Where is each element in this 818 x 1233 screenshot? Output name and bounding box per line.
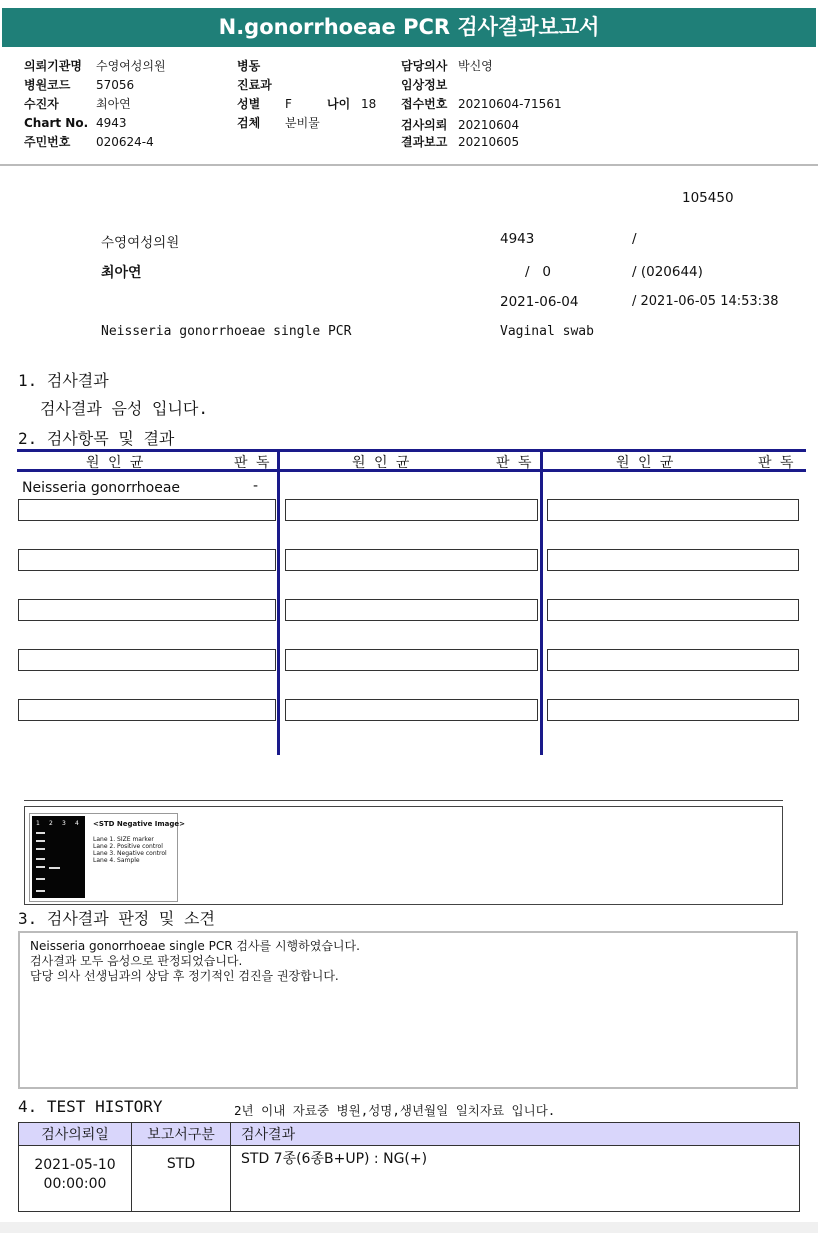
table-col-divider bbox=[277, 449, 280, 755]
section1-result-text: 검사결과 음성 입니다. bbox=[40, 399, 209, 418]
header-doctor bbox=[401, 57, 493, 74]
header-label: 병동 bbox=[237, 59, 261, 73]
history-col-type: 보고서구분 bbox=[132, 1123, 231, 1146]
lane-label: 3 bbox=[62, 820, 66, 827]
history-col-result: 검사결과 bbox=[231, 1123, 800, 1146]
gel-electrophoresis-image bbox=[29, 813, 186, 902]
header-ward bbox=[237, 57, 285, 74]
history-date: 2021-05-10 bbox=[34, 1157, 116, 1173]
header-label: 검사의뢰 bbox=[401, 118, 448, 132]
history-row bbox=[19, 1146, 800, 1212]
pathogen-result: - bbox=[253, 478, 259, 494]
pathogen-name: Neisseria gonorrhoeae bbox=[22, 480, 181, 496]
empty-result-cell bbox=[547, 549, 799, 571]
history-col-date: 검사의뢰일 bbox=[19, 1123, 132, 1146]
empty-result-cell bbox=[18, 599, 276, 621]
header-report-date bbox=[401, 133, 519, 150]
report-title: N.gonorrhoeae PCR 검사결과보고서 bbox=[2, 8, 816, 47]
info-age-field: / 0 bbox=[525, 264, 552, 280]
header-value: 4943 bbox=[96, 116, 127, 130]
info-test-name: Neisseria gonorrhoeae single PCR bbox=[101, 324, 352, 339]
section2-title: 2. 검사항목 및 결과 bbox=[18, 429, 175, 448]
section4-title: 4. TEST HISTORY bbox=[18, 1097, 163, 1116]
history-result: STD 7종(6종B+UP) : NG(+) bbox=[231, 1146, 800, 1212]
col-header-judgement: 판 독 bbox=[234, 455, 270, 471]
col-header-pathogen: 원 인 균 bbox=[86, 455, 144, 471]
header-request-date bbox=[401, 116, 519, 133]
gel-top-line bbox=[24, 800, 783, 801]
header-patient bbox=[24, 95, 131, 112]
header-receipt-no bbox=[401, 95, 562, 112]
findings-box bbox=[18, 931, 798, 1089]
marker-band bbox=[36, 848, 45, 850]
positive-control-band bbox=[49, 867, 60, 869]
history-type: STD bbox=[132, 1146, 231, 1212]
empty-result-cell bbox=[18, 699, 276, 721]
info-hospital: 수영여성의원 bbox=[101, 235, 180, 251]
empty-result-cell bbox=[18, 649, 276, 671]
section1-title: 1. 검사결과 bbox=[18, 371, 109, 390]
header-sex bbox=[237, 95, 292, 112]
empty-result-cell bbox=[18, 549, 276, 571]
header-label: 주민번호 bbox=[24, 135, 71, 149]
col-header-judgement: 판 독 bbox=[758, 455, 794, 471]
history-table bbox=[18, 1122, 800, 1212]
header-specimen bbox=[237, 114, 320, 131]
empty-result-cell bbox=[285, 649, 538, 671]
info-chart-no: 4943 bbox=[500, 231, 535, 247]
lane-label: 2 bbox=[49, 820, 53, 827]
header-value: 57056 bbox=[96, 78, 135, 92]
empty-result-cell bbox=[285, 549, 538, 571]
info-specimen: Vaginal swab bbox=[500, 324, 594, 339]
info-slash: / bbox=[632, 231, 637, 247]
header-value: 수영여성의원 bbox=[96, 59, 166, 73]
header-label: 수진자 bbox=[24, 97, 59, 111]
marker-band bbox=[36, 840, 45, 842]
lane-label: 1 bbox=[36, 820, 40, 827]
header-hospital-name bbox=[24, 57, 166, 74]
empty-result-cell bbox=[18, 499, 276, 521]
gel-legend-item: Lane 4. Sample bbox=[93, 857, 140, 864]
header-label: 나이 bbox=[327, 97, 351, 111]
findings-line: 검사결과 모두 음성으로 판정되었습니다. bbox=[30, 954, 243, 968]
section3-title: 3. 검사결과 판정 및 소견 bbox=[18, 909, 215, 928]
info-id-part: / (020644) bbox=[632, 264, 703, 280]
header-hospital-code bbox=[24, 76, 134, 93]
header-label: 담당의사 bbox=[401, 59, 448, 73]
header-divider bbox=[0, 164, 818, 166]
header-label: 결과보고 bbox=[401, 135, 448, 149]
lane-label: 4 bbox=[75, 820, 79, 827]
empty-result-cell bbox=[285, 499, 538, 521]
header-age bbox=[327, 95, 376, 112]
header-clinical-info bbox=[401, 76, 458, 93]
header-value: F bbox=[285, 97, 292, 111]
header-value: 20210604-71561 bbox=[458, 97, 562, 111]
info-request-date: 2021-06-04 bbox=[500, 294, 579, 310]
findings-line: Neisseria gonorrhoeae single PCR 검사를 시행하였습니다. bbox=[30, 939, 360, 953]
empty-result-cell bbox=[547, 649, 799, 671]
table-col-divider bbox=[540, 449, 543, 755]
header-value: 20210605 bbox=[458, 135, 520, 149]
empty-result-cell bbox=[547, 499, 799, 521]
gel-legend-item: Lane 3. Negative control bbox=[93, 850, 167, 857]
header-chart-no bbox=[24, 116, 127, 130]
header-label: 검체 bbox=[237, 116, 261, 130]
header-label: 진료과 bbox=[237, 78, 272, 92]
history-header-row bbox=[19, 1123, 800, 1146]
empty-result-cell bbox=[285, 699, 538, 721]
header-value: 박신영 bbox=[458, 59, 493, 73]
history-time: 00:00:00 bbox=[43, 1176, 107, 1192]
header-value: 20210604 bbox=[458, 118, 520, 132]
info-patient-name: 최아연 bbox=[101, 265, 142, 281]
col-header-judgement: 판 독 bbox=[496, 455, 532, 471]
header-value: 18 bbox=[361, 97, 377, 111]
info-report-datetime: / 2021-06-05 14:53:38 bbox=[632, 294, 779, 309]
gel-lanes bbox=[32, 816, 85, 898]
marker-band bbox=[36, 866, 45, 868]
header-label: 의뢰기관명 bbox=[24, 59, 82, 73]
marker-band bbox=[36, 890, 45, 892]
marker-band bbox=[36, 858, 45, 860]
header-label: 병원코드 bbox=[24, 78, 71, 92]
header-value: 최아연 bbox=[96, 97, 131, 111]
marker-band bbox=[36, 878, 45, 880]
col-header-pathogen: 원 인 균 bbox=[616, 455, 674, 471]
header-label: 접수번호 bbox=[401, 97, 448, 111]
header-value: 분비물 bbox=[285, 116, 320, 130]
header-label: Chart No. bbox=[24, 116, 89, 130]
empty-result-cell bbox=[547, 599, 799, 621]
empty-result-cell bbox=[547, 699, 799, 721]
header-label: 성별 bbox=[237, 97, 261, 111]
empty-result-cell bbox=[285, 599, 538, 621]
findings-line: 담당 의사 선생님과의 상담 후 정기적인 검진을 권장합니다. bbox=[30, 969, 339, 983]
header-department bbox=[237, 76, 285, 93]
gel-legend-item: Lane 2. Positive control bbox=[93, 843, 163, 850]
marker-band bbox=[36, 832, 45, 834]
gel-caption: <STD Negative Image> bbox=[93, 820, 186, 828]
history-note: 2년 이내 자료중 병원,성명,생년월일 일치자료 입니다. bbox=[234, 1103, 556, 1118]
report-number: 105450 bbox=[682, 190, 734, 206]
gel-legend-item: Lane 1. SIZE marker bbox=[93, 836, 154, 843]
history-date-cell bbox=[19, 1146, 132, 1212]
header-resident-no bbox=[24, 133, 154, 150]
col-header-pathogen: 원 인 균 bbox=[352, 455, 410, 471]
header-value: 020624-4 bbox=[96, 135, 154, 149]
header-label: 임상정보 bbox=[401, 78, 448, 92]
